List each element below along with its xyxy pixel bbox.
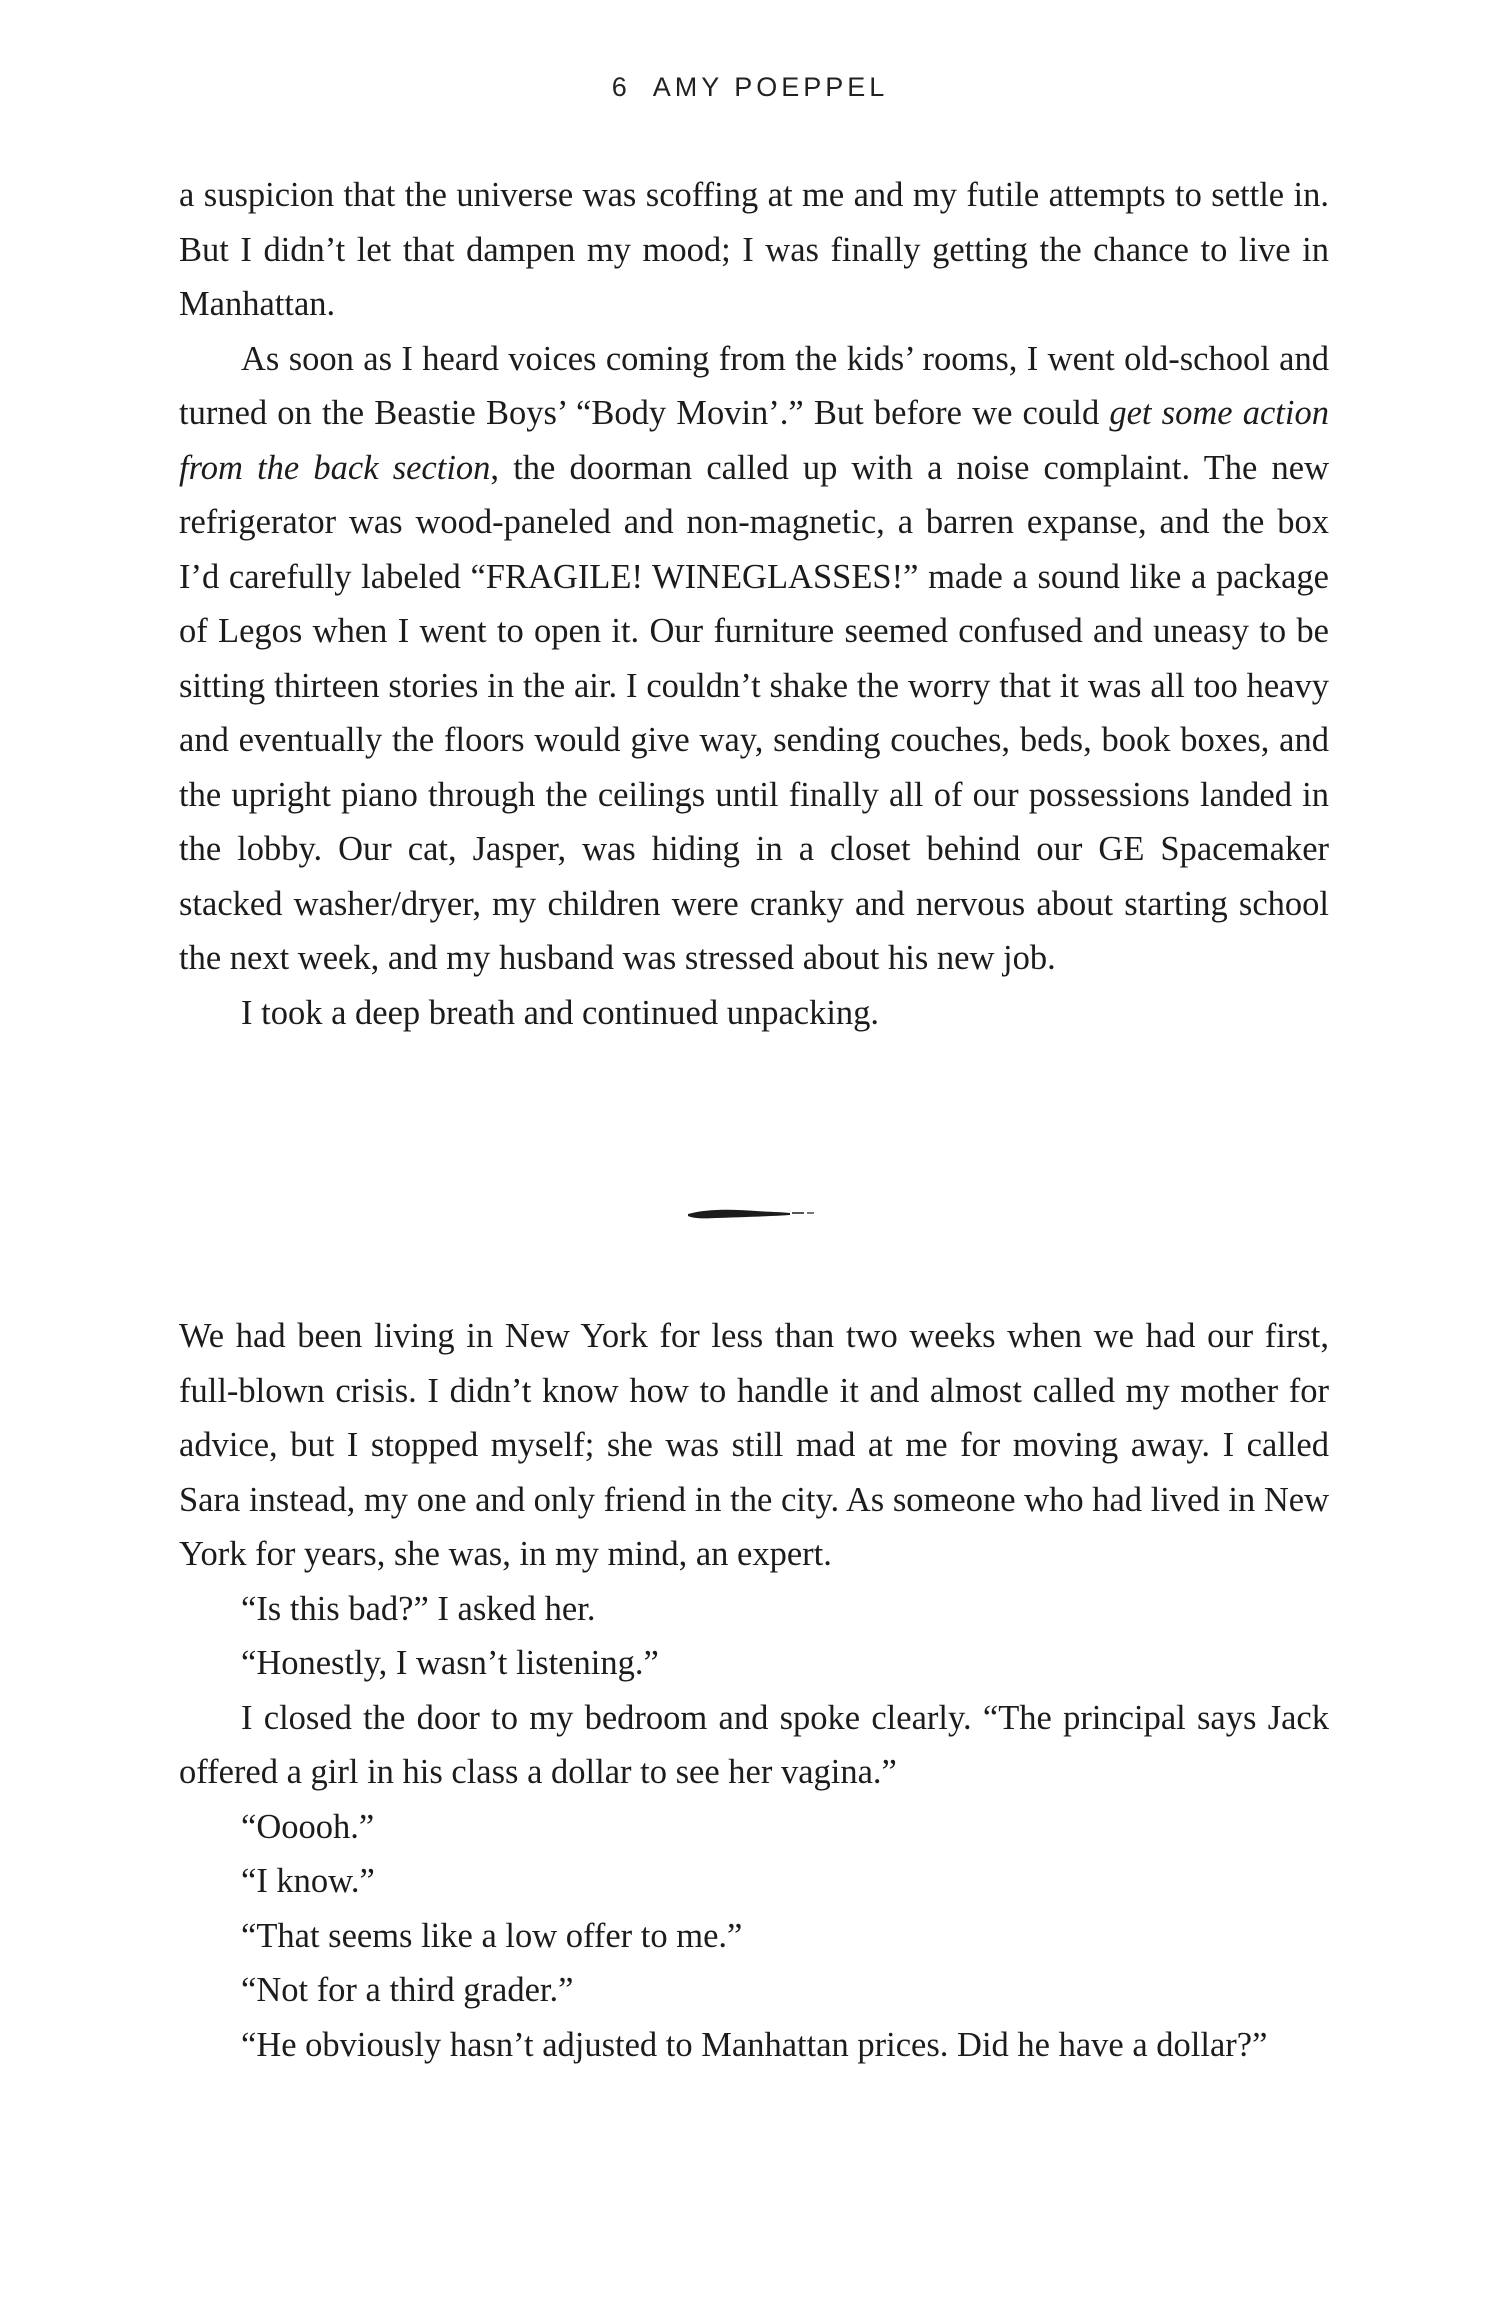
dialogue-line: I closed the door to my bedroom and spoke clearly. “The principal says Jack offered a girl in his class a dollar to see her vagina.” [179,1698,1329,1791]
dialogue-line: “Honestly, I wasn’t listening.” [241,1644,659,1682]
paragraph-text: As soon as I heard voices coming from the kids’ rooms, I went old-school and turned on the Beastie Boys’ “Body Movin’.” But before we could [179,339,1329,432]
italic-lyric: get some action from the back section [179,394,1329,487]
section-two [179,1309,1329,2072]
paragraph: a suspicion that the universe was scoffing at me and my futile attempts to settle in. But I didn’t let that dampen my mood; I was finally getting the chance to live in Manhattan. [179,176,1329,323]
dialogue-line: “He obviously hasn’t adjusted to Manhattan prices. Did he have a dollar?” [241,2025,1268,2064]
paragraph: We had been living in New York for less than two weeks when we had our first, full-blown crisis. I didn’t know how to handle it and almost called my mother for advice, but I stopped myself; she was still mad at me for moving away. I called Sara instead, my one and only friend in the city. As someone who had lived in New York for years, she was, in my mind, an expert. [179,1317,1329,1573]
dialogue-line: “Is this bad?” I asked her. [241,1589,596,1628]
running-header [0,72,1500,103]
paragraph [179,332,1329,986]
section-break-ornament [686,1201,818,1225]
dialogue-line: “That seems like a low offer to me.” [241,1916,743,1955]
paragraph: I took a deep breath and continued unpacking. [241,993,880,1032]
dialogue-line: “Not for a third grader.” [241,1971,574,2009]
dialogue-line: “Ooooh.” [241,1807,375,1846]
page-number: 6 [611,72,631,102]
dialogue-line: “I know.” [241,1862,375,1900]
section-one [179,168,1329,1040]
paragraph-text: , the doorman called up with a noise complaint. The new refrigerator was wood-paneled and non-magnetic, a barren expanse, and the box I’d carefully labeled “FRAGILE! WINEGLASSES!” made a sound like a package of Legos when I went to open it. Our furniture seemed confused and uneasy to be sitting thirteen stories in the air. I couldn’t shake the worry that it was all too heavy and eventually the floors would give way, sending couches, beds, book boxes, and the upright piano through the ceilings until finally all of our possessions landed in the lobby. Our cat, Jasper, was hiding in a closet behind our GE Spacemaker stacked washer/dryer, my children were cranky and nervous about starting school the next week, and my husband was stressed about his new job. [179,448,1329,977]
author-name: AMY POEPPEL [652,72,889,102]
